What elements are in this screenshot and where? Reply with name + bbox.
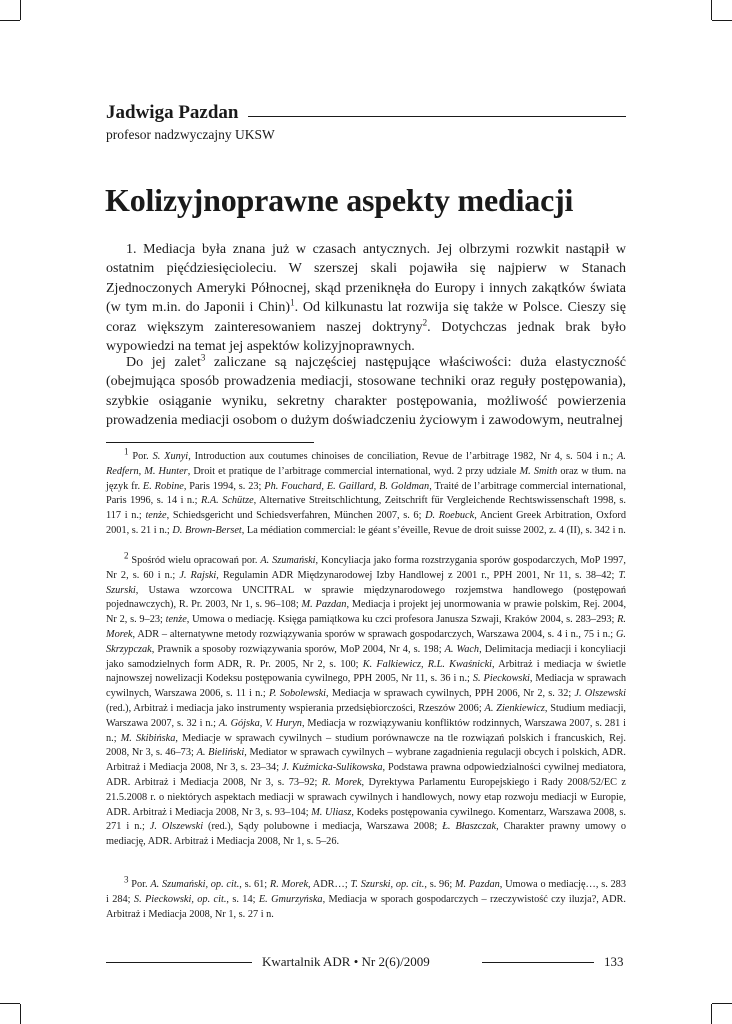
crop-mark <box>712 20 732 21</box>
journal-name: Kwartalnik ADR • Nr 2(6)/2009 <box>262 954 430 969</box>
crop-mark <box>711 1004 712 1024</box>
crop-mark <box>712 1003 732 1004</box>
footnote-2: $^2$ Spośród wielu opracowań por. A. Szumański, Koncyliacja jako forma rozstrzygania sporów gospodarczych, MoP 1997, Nr 2, s. 60 i n.; J. Rajski, Regulamin ADR Międzynarodowej Izby Handlowej z 2001 r., PPH 2001, Nr 11, s. 38–42; T. Szurski, Ustawa wzorcowa UNCITRAL w sprawie międzynarodowego rozjemstwa handlowego (postępowań pojednawczych), R. Pr. 2003, Nr 1, s. 96–108; M. Pazdan, Mediacja i projekt jej unormowania w prawie polskim, Rej. 2004, Nr 2, s. 9–23; tenże, Umowa o mediację. Księga pamiątkowa ku czci profesora Janusza Szwaji, Kraków 2004, s. 283–293; R. Morek, ADR – alternatywne metody rozwiązywania sporów w sprawach gospodarczych, Warszawa 2004, s. 4 i n., 75 i n.; G. Skrzypczak, Prawnik a sposoby rozwiązywania sporów, MoP 2004, Nr 4, s. 198; A. Wach, Delimitacja mediacji i koncyliacji jako samodzielnych form ADR, R. Pr. 2005, Nr 2, s. 100; K. Falkiewicz, R.L. Kwaśnicki, Arbitraż i mediacja w świetle najnowszej nowelizacji Kodeksu postępowania cywilnego, PPH 2005, Nr 11, s. 36 i n.; S. Pieckowski, Mediacja w sprawach cywilnych, Warszawa 2006, s. 11 i n.; P. Sobolewski, Mediacja w sprawach cywilnych, PPH 2006, Nr 2, s. 32; J. Olszewski (red.), Arbitraż i mediacja jako instrumenty wspierania przedsiębiorczości, Rzeszów 2006; A. Zienkiewicz, Studium mediacji, Warszawa 2007, s. 32 i n.; A. Gójska, V. Huryn, Mediacja w rozwiązywaniu konfliktów rodzinnych, Warszawa 2007, s. 281 i n.; M. Skibińska, Mediacje w sprawach cywilnych – studium porównawcze na tle rozwiązań polskich i francuskich, Rej. 2008, Nr 3, s. 46–73; A. Bieliński, Mediator w sprawach cywilnych – wybrane zagadnienia regulacji obcych i polskich, ADR. Arbitraż i Mediacja 2008, Nr 3, s. 23–34; J. Kuźmicka-Sulikowska, Podstawa prawna odpowiedzialności cywilnej mediatora, ADR. Arbitraż i Mediacja 2008, Nr 3, s. 73–92; R. Morek, Dyrektywa Parlamentu Europejskiego i Rady 2008/52/EC z 21.5.2008 r. o niektórych aspektach mediacji w sprawach cywilnych i handlowych, nowy etap rozwoju mediacji w Europie, ADR. Arbitraż i Mediacja 2008, Nr 3, s. 93–104; M. Uliasz, Kodeks postępowania cywilnego. Komentarz, Warszawa 2008, s. 271 i n.; J. Olszewski (red.), Sądy polubowne i mediacja, Warszawa 2008; Ł. Błaszczak, Charakter prawny umowy o mediację, ADR. Arbitraż i Mediacja 2008, Nr 1, s. 5–26. <box>106 550 627 848</box>
article-title: Kolizyjnoprawne aspekty mediacji <box>105 182 574 218</box>
crop-mark <box>20 0 21 20</box>
crop-mark <box>0 1003 20 1004</box>
crop-mark <box>0 20 20 21</box>
footnote-ref-3: 3 <box>200 352 206 363</box>
footnote-rule <box>106 442 314 443</box>
author-rule <box>248 116 626 117</box>
author-header <box>106 102 626 126</box>
footer-rule-left <box>106 962 252 963</box>
crop-mark <box>711 0 712 20</box>
footnote-ref-1: 1 <box>290 297 295 308</box>
page-number: 133 <box>604 954 624 969</box>
footnote-ref-2: 2 <box>422 316 428 327</box>
author-name: Jadwiga Pazdan <box>106 102 239 123</box>
footnote-1: $^1$ Por. S. Xunyi, Introduction aux coutumes chinoises de conciliation, Revue de l’arbitrage 1982, Nr 4, s. 504 i n.; A. Redfern, M. Hunter, Droit et pratique de l’arbitrage commercial international, wyd. 2 przy udziale M. Smith oraz w tłum. na język fr. E. Robine, Paris 1994, s. 23; Ph. Fouchard, E. Gaillard, B. Goldman, Traité de l’arbitrage commercial international, Paris 1996, s. 14 i n.; R.A. Schütze, Alternative Streitschlichtung, Zeitschrift für Vergleichende Rechtswissenschaft 1998, s. 117 i n.; tenże, Schiedsgericht und Schiedsverfahren, München 2007, s. 6; D. Roebuck, Ancient Greek Arbitration, Oxford 2001, s. 21 i n.; D. Brown-Berset, La médiation commercial: le géant s’éveille, Revue de droit suisse 2002, z. 4 (II), s. 342 i n. <box>106 446 627 536</box>
footer-rule-right <box>482 962 594 963</box>
author-affiliation: profesor nadzwyczajny UKSW <box>106 127 275 142</box>
footnote-3: $^3$ Por. A. Szumański, op. cit., s. 61; R. Morek, ADR…; T. Szurski, op. cit., s. 96; M. Pazdan, Umowa o mediację…, s. 283 i 284; S. Pieckowski, op. cit., s. 14; E. Gmurzyńska, Mediacja w sporach gospodarczych – rzeczywistość czy iluzja?, ADR. Arbitraż i Mediacja 2008, Nr 1, s. 27 i n. <box>106 874 626 920</box>
paragraph-1: 1. Mediacja była znana już w czasach antycznych. Jej olbrzymi rozwkit nastąpił w ostatnim pięćdziesięcioleciu. W szerszej skali pojawiła się najpierw w Stanach Zjednoczonych Ameryki Północnej, skąd przeniknęła do Europy i innych zakątków świata (w tym m.in. do Japonii i Chin)$^1$. Od kilkunastu lat rozwija się także w Polsce. Cieszy się coraz większym zainteresowaniem naszej doktryny$^2$. Dotychczas jednak brak było wypowiedzi na temat jej aspektów kolizyjnoprawnych. <box>106 242 626 355</box>
paragraph-2: Do jej zalet$^3$ zaliczane są najczęściej następujące właściwości: duża elastyczność (obejmująca sposób prowadzenia mediacji, stosowane techniki oraz reguły postępowania), szybkie osiąganie wyniku, sekretny charakter postępowania, możliwość powierzenia prowadzenia mediacji osobom o dużym doświadczeniu życiowym i zawodowym, neutralnej <box>106 352 626 429</box>
crop-mark <box>20 1004 21 1024</box>
